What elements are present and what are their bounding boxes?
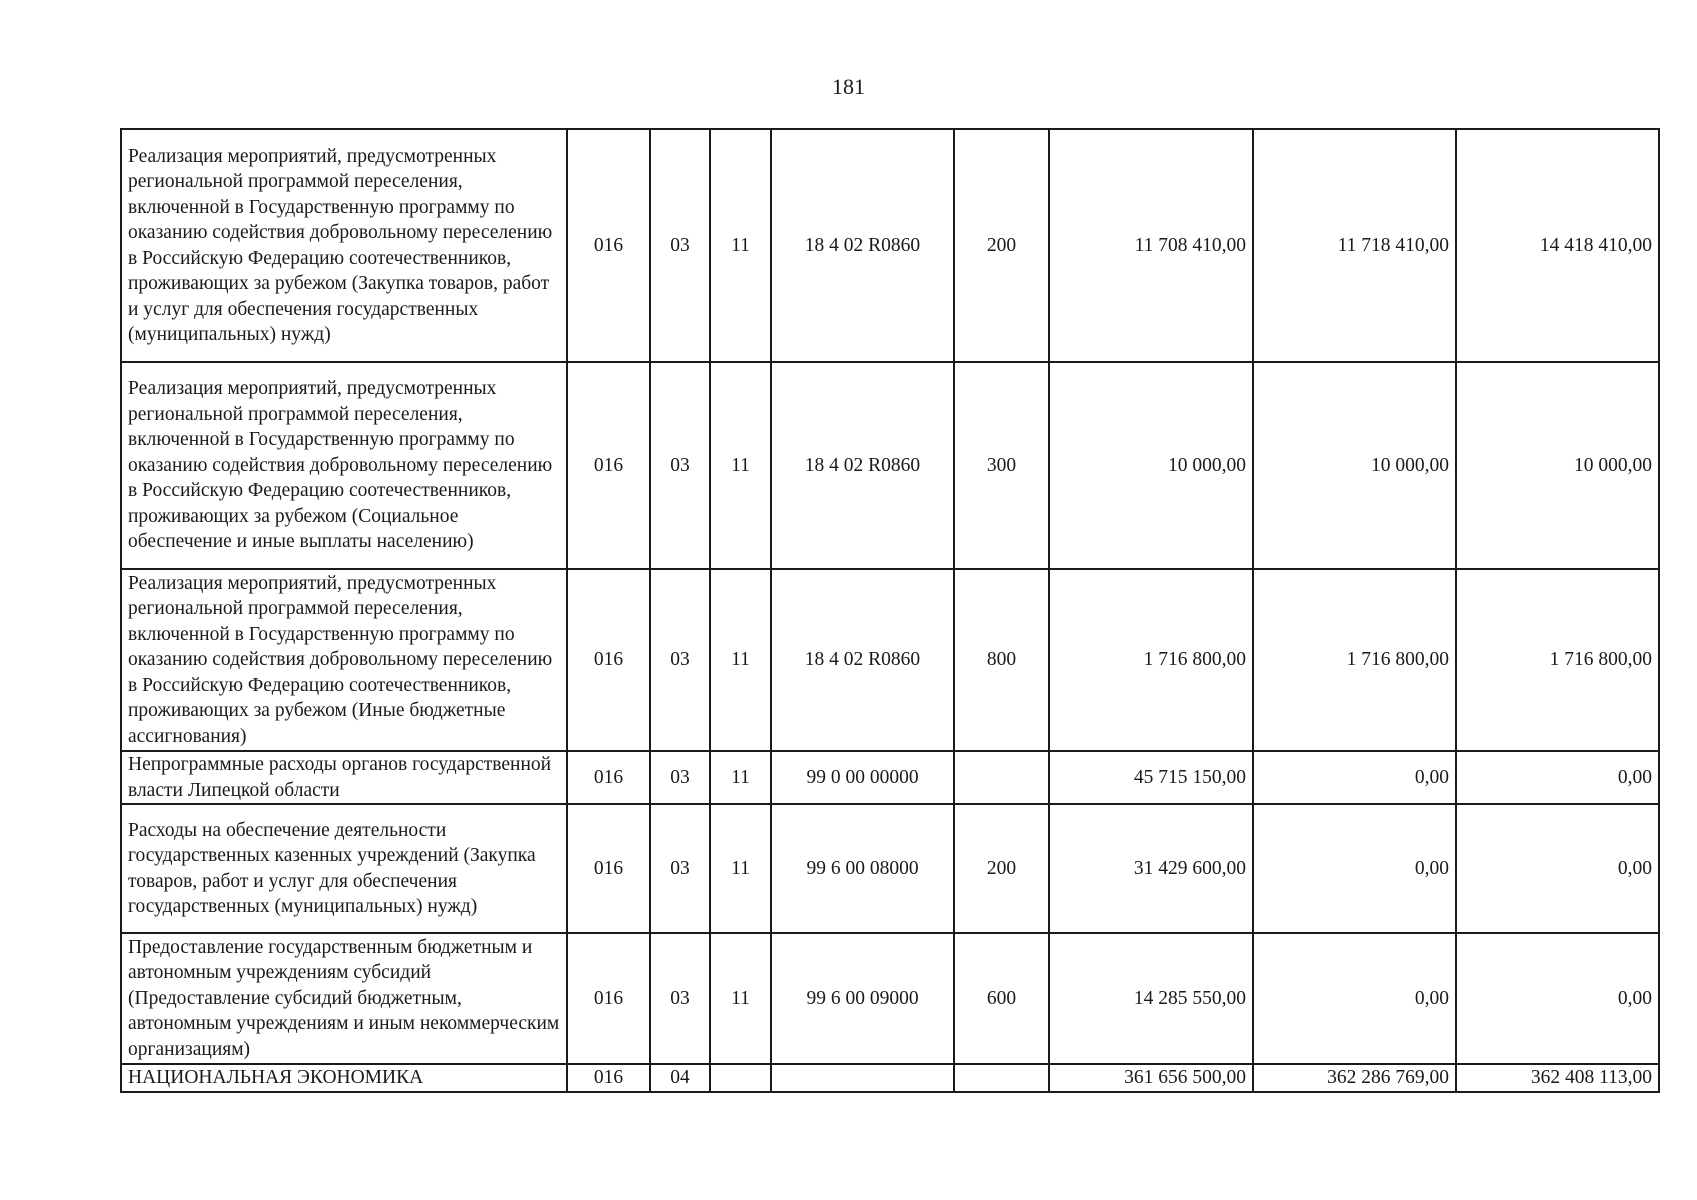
row-sum-2: 11 718 410,00 [1253,129,1456,362]
table-row [121,129,1659,362]
row-name: Реализация мероприятий, предусмотренных региональной программой переселения, включенной в Государственную программу по оказанию содействия добровольному переселению в Российскую Федерацию соотечественников, проживающих за рубежом (Иные бюджетные ассигнования) [121,569,567,751]
row-expense-type [954,1064,1049,1092]
row-admin-code: 016 [567,933,650,1064]
row-sum-1: 45 715 150,00 [1049,751,1253,804]
row-sum-3: 0,00 [1456,933,1659,1064]
row-sum-1: 11 708 410,00 [1049,129,1253,362]
row-admin-code: 016 [567,569,650,751]
row-section-code: 03 [650,933,710,1064]
row-sum-3: 0,00 [1456,751,1659,804]
row-sum-3: 362 408 113,00 [1456,1064,1659,1092]
row-name: Реализация мероприятий, предусмотренных региональной программой переселения, включенной в Государственную программу по оказанию содействия добровольному переселению в Российскую Федерацию соотечественников, проживающих за рубежом (Социальное обеспечение и иные выплаты населению) [121,362,567,569]
row-target-code [771,1064,954,1092]
row-admin-code: 016 [567,804,650,933]
row-sum-3: 10 000,00 [1456,362,1659,569]
row-sum-2: 0,00 [1253,751,1456,804]
row-target-code: 99 0 00 00000 [771,751,954,804]
row-expense-type: 600 [954,933,1049,1064]
row-subsection-code: 11 [710,751,771,804]
row-name: НАЦИОНАЛЬНАЯ ЭКОНОМИКА [121,1064,567,1092]
budget-table [120,128,1660,1093]
row-admin-code: 016 [567,751,650,804]
row-sum-1: 10 000,00 [1049,362,1253,569]
row-subsection-code: 11 [710,933,771,1064]
row-sum-1: 1 716 800,00 [1049,569,1253,751]
row-expense-type: 800 [954,569,1049,751]
row-subsection-code: 11 [710,804,771,933]
row-sum-3: 14 418 410,00 [1456,129,1659,362]
row-expense-type [954,751,1049,804]
table-row [121,804,1659,933]
row-section-code: 04 [650,1064,710,1092]
row-admin-code: 016 [567,129,650,362]
row-sum-1: 31 429 600,00 [1049,804,1253,933]
row-target-code: 99 6 00 09000 [771,933,954,1064]
row-subsection-code: 11 [710,569,771,751]
table-row-section-total [121,1064,1659,1092]
row-section-code: 03 [650,751,710,804]
table-row [121,362,1659,569]
row-name: Реализация мероприятий, предусмотренных региональной программой переселения, включенной в Государственную программу по оказанию содействия добровольному переселению в Российскую Федерацию соотечественников, проживающих за рубежом (Закупка товаров, работ и услуг для обеспечения государственных (муниципальных) нужд) [121,129,567,362]
row-sum-1: 14 285 550,00 [1049,933,1253,1064]
row-sum-3: 0,00 [1456,804,1659,933]
row-sum-2: 0,00 [1253,804,1456,933]
row-target-code: 18 4 02 R0860 [771,569,954,751]
table-row [121,751,1659,804]
row-name: Расходы на обеспечение деятельности государственных казенных учреждений (Закупка товаров, работ и услуг для обеспечения государственных (муниципальных) нужд) [121,804,567,933]
row-name: Непрограммные расходы органов государственной власти Липецкой области [121,751,567,804]
row-sum-2: 10 000,00 [1253,362,1456,569]
row-admin-code: 016 [567,362,650,569]
row-subsection-code: 11 [710,362,771,569]
row-admin-code: 016 [567,1064,650,1092]
table-row [121,569,1659,751]
row-sum-3: 1 716 800,00 [1456,569,1659,751]
row-sum-2: 362 286 769,00 [1253,1064,1456,1092]
row-section-code: 03 [650,569,710,751]
row-expense-type: 300 [954,362,1049,569]
row-section-code: 03 [650,804,710,933]
row-target-code: 99 6 00 08000 [771,804,954,933]
row-name: Предоставление государственным бюджетным и автономным учреждениям субсидий (Предоставление субсидий бюджетным, автономным учреждениям и иным некоммерческим организациям) [121,933,567,1064]
row-sum-2: 0,00 [1253,933,1456,1064]
page-number: 181 [832,74,865,99]
row-section-code: 03 [650,129,710,362]
row-subsection-code: 11 [710,129,771,362]
row-target-code: 18 4 02 R0860 [771,362,954,569]
row-expense-type: 200 [954,804,1049,933]
row-sum-1: 361 656 500,00 [1049,1064,1253,1092]
row-target-code: 18 4 02 R0860 [771,129,954,362]
row-sum-2: 1 716 800,00 [1253,569,1456,751]
row-expense-type: 200 [954,129,1049,362]
row-section-code: 03 [650,362,710,569]
table-row [121,933,1659,1064]
row-subsection-code [710,1064,771,1092]
